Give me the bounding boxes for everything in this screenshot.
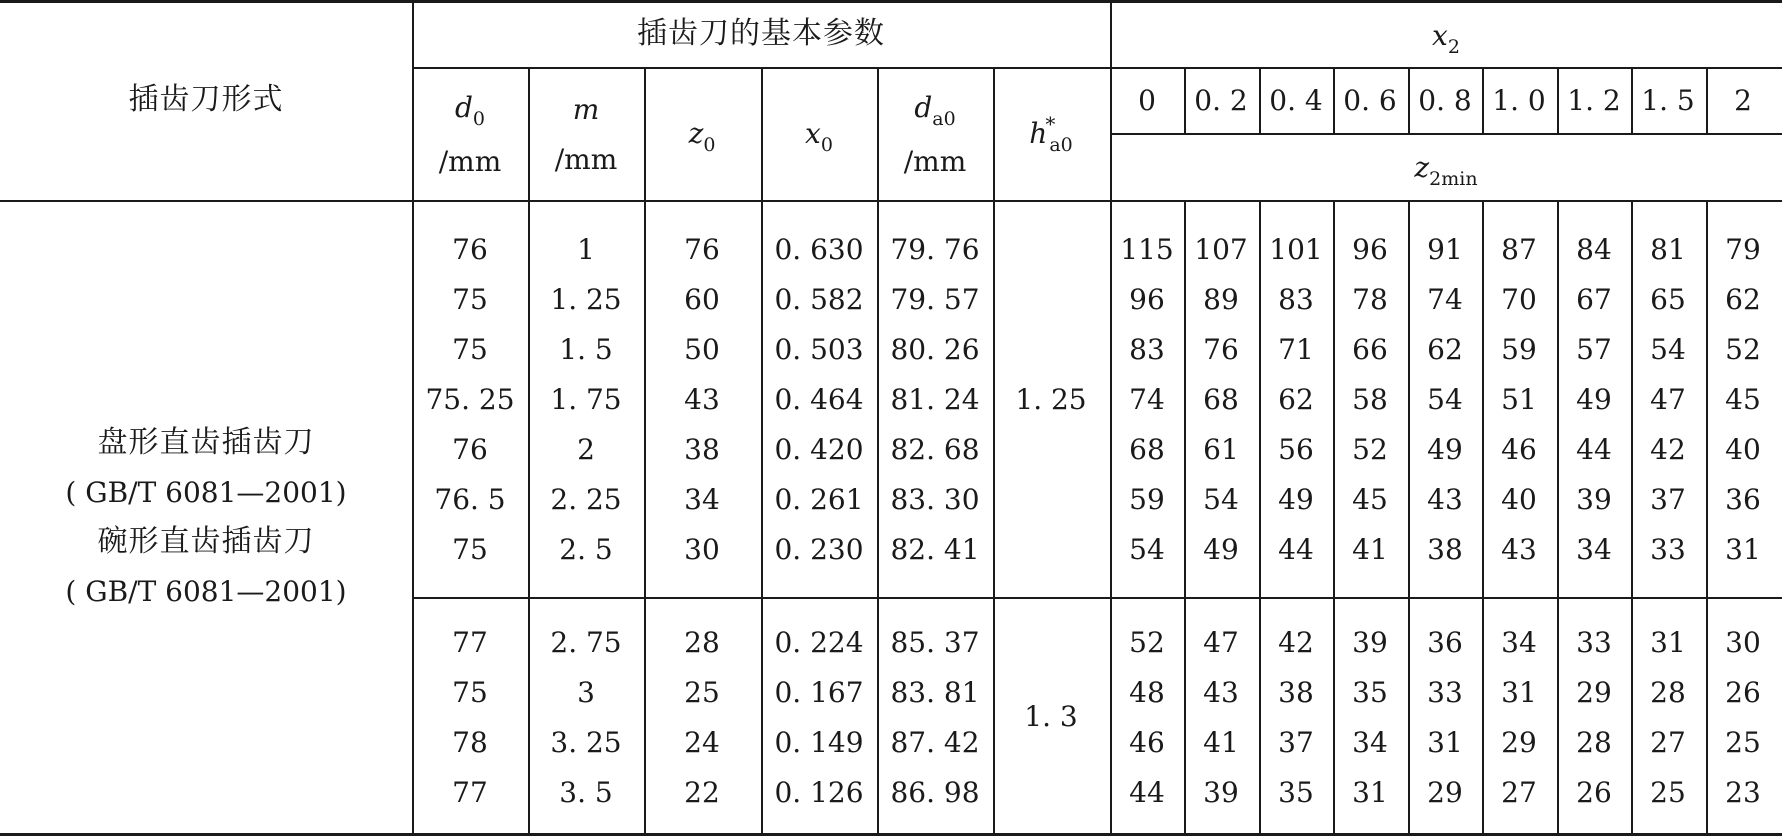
table-cell: 31 [1501, 676, 1537, 709]
table-cell: 37 [1650, 483, 1686, 516]
col-divider [1184, 67, 1186, 134]
table-cell: 49 [1427, 433, 1463, 466]
table-cell: 47 [1650, 383, 1686, 416]
table-cell: 70 [1501, 283, 1537, 316]
table-cell: 54 [1203, 483, 1239, 516]
z2min-column [1352, 225, 1388, 575]
table-cell: 38 [1427, 533, 1463, 566]
z2min-header: $z_{2min}$ [1414, 151, 1478, 190]
table-cell: 80. 26 [890, 333, 980, 366]
table-cell: 76 [684, 233, 720, 266]
table-cell: 29 [1576, 676, 1612, 709]
table-cell: 33 [1576, 626, 1612, 659]
table-cell: 61 [1203, 433, 1239, 466]
z2min-column [1129, 618, 1165, 818]
basic-params-header: 插齿刀的基本参数 [637, 16, 885, 51]
table-cell: 62 [1278, 383, 1314, 416]
table-cell: 29 [1501, 726, 1537, 759]
table-cell: 43 [1427, 483, 1463, 516]
table-cell: 67 [1576, 283, 1612, 316]
table-cell: 1 [577, 233, 595, 266]
top-rule [0, 0, 1782, 3]
table-cell: 31 [1650, 626, 1686, 659]
table-cell: 52 [1352, 433, 1388, 466]
table-cell: 1. 25 [550, 283, 622, 316]
table-cell: 57 [1576, 333, 1612, 366]
table-cell: 28 [684, 626, 720, 659]
table-cell: 0. 149 [774, 726, 864, 759]
table-cell: 41 [1203, 726, 1239, 759]
table-cell: 81. 24 [890, 383, 980, 416]
table-cell: 42 [1278, 626, 1314, 659]
table-cell: 26 [1576, 776, 1612, 809]
group1-data [0, 225, 1782, 575]
x2-value: 1. 0 [1492, 84, 1546, 117]
table-cell: 87. 42 [890, 726, 980, 759]
table-cell: 30 [684, 533, 720, 566]
table-cell: 42 [1650, 433, 1686, 466]
table-cell: 39 [1203, 776, 1239, 809]
table-cell: 3 [577, 676, 595, 709]
table-cell: 82. 41 [890, 533, 980, 566]
table-cell: 0. 503 [774, 333, 864, 366]
table-cell: 68 [1203, 383, 1239, 416]
col-divider [1408, 67, 1410, 134]
table-cell: 52 [1129, 626, 1165, 659]
table-cell: 26 [1725, 676, 1761, 709]
table-cell: 39 [1576, 483, 1612, 516]
z2min-column [1203, 618, 1239, 818]
table-cell: 49 [1203, 533, 1239, 566]
table-cell: 2. 5 [559, 533, 613, 566]
d0-column [452, 618, 488, 818]
table-cell: 76. 5 [434, 483, 506, 516]
z2min-column [1725, 618, 1761, 818]
z0-header: $z_0$ [688, 117, 716, 156]
z2min-column [1427, 618, 1463, 818]
cutter-type-bowl: 碗形直齿插齿刀 [97, 524, 315, 559]
table-cell: 28 [1650, 676, 1686, 709]
d0-column [425, 225, 514, 575]
table-cell: 31 [1725, 533, 1761, 566]
table-cell: 75 [452, 283, 488, 316]
table-cell: 79 [1725, 233, 1761, 266]
col-divider [1631, 67, 1633, 134]
table-cell: 1. 5 [559, 333, 613, 366]
table-cell: 83. 81 [890, 676, 980, 709]
table-cell: 0. 230 [774, 533, 864, 566]
table-cell: 79. 57 [890, 283, 980, 316]
table-cell: 46 [1129, 726, 1165, 759]
table-cell: 29 [1427, 776, 1463, 809]
table-cell: 51 [1501, 383, 1537, 416]
z2min-column [1269, 225, 1322, 575]
z2min-column [1501, 618, 1537, 818]
table-cell: 36 [1427, 626, 1463, 659]
table-cell: 46 [1501, 433, 1537, 466]
x2-value: 1. 5 [1641, 84, 1695, 117]
table-cell: 1. 75 [550, 383, 622, 416]
table-cell: 87 [1501, 233, 1537, 266]
ha0-value-group2: 1. 3 [1024, 700, 1078, 733]
table-cell: 34 [1576, 533, 1612, 566]
table-cell: 40 [1501, 483, 1537, 516]
table-cell: 85. 37 [890, 626, 980, 659]
table-cell: 34 [1501, 626, 1537, 659]
table-cell: 35 [1352, 676, 1388, 709]
table-cell: 36 [1725, 483, 1761, 516]
table-cell: 3. 25 [550, 726, 622, 759]
table-cell: 24 [684, 726, 720, 759]
table-cell: 30 [1725, 626, 1761, 659]
table-cell: 76 [1203, 333, 1239, 366]
x2-value: 2 [1734, 84, 1752, 117]
header-bottom-rule [0, 200, 1782, 202]
table-cell: 34 [1352, 726, 1388, 759]
d0-unit: /mm [438, 145, 502, 178]
table-cell: 54 [1650, 333, 1686, 366]
x2-value: 0. 6 [1343, 84, 1397, 117]
table-cell: 115 [1120, 233, 1174, 266]
table-cell: 77 [452, 626, 488, 659]
z0-column [684, 225, 720, 575]
col-divider [1259, 67, 1261, 134]
table-cell: 48 [1129, 676, 1165, 709]
table-cell: 44 [1278, 533, 1314, 566]
table-cell: 74 [1129, 383, 1165, 416]
x2-value: 0 [1138, 84, 1156, 117]
table-cell: 75 [452, 676, 488, 709]
table-cell: 78 [452, 726, 488, 759]
table-cell: 45 [1725, 383, 1761, 416]
table-cell: 39 [1352, 626, 1388, 659]
table-cell: 38 [1278, 676, 1314, 709]
table-cell: 44 [1129, 776, 1165, 809]
table-cell: 27 [1501, 776, 1537, 809]
table-cell: 50 [684, 333, 720, 366]
x2-value: 0. 2 [1194, 84, 1248, 117]
table-cell: 83 [1278, 283, 1314, 316]
table-cell: 43 [1203, 676, 1239, 709]
table-cell: 31 [1427, 726, 1463, 759]
table-cell: 43 [1501, 533, 1537, 566]
z2min-column [1120, 225, 1173, 575]
z2min-column [1576, 618, 1612, 818]
table-cell: 47 [1203, 626, 1239, 659]
table-cell: 91 [1427, 233, 1463, 266]
table-cell: 33 [1427, 676, 1463, 709]
table-cell: 79. 76 [890, 233, 980, 266]
table-cell: 84 [1576, 233, 1612, 266]
table-cell: 65 [1650, 283, 1686, 316]
table-cell: 34 [684, 483, 720, 516]
table-cell: 38 [684, 433, 720, 466]
table-cell: 25 [1650, 776, 1686, 809]
cutter-type-disc: 盘形直齿插齿刀 [97, 425, 315, 460]
ha0-value-group1: 1. 25 [1015, 383, 1087, 416]
table-cell: 0. 261 [774, 483, 864, 516]
table-cell: 49 [1278, 483, 1314, 516]
table-cell: 49 [1576, 383, 1612, 416]
z0-column [684, 618, 720, 818]
table-cell: 31 [1352, 776, 1388, 809]
table-cell: 77 [452, 776, 488, 809]
table-cell: 2. 25 [550, 483, 622, 516]
d0-header: $d_0$ [454, 91, 486, 130]
x2-value: 1. 2 [1567, 84, 1621, 117]
da0-unit: /mm [903, 145, 967, 178]
table-cell: 76 [452, 233, 488, 266]
z2min-column [1650, 225, 1686, 575]
table-cell: 74 [1427, 283, 1463, 316]
table-cell: 43 [684, 383, 720, 416]
table-cell: 0. 582 [774, 283, 864, 316]
table-cell: 62 [1725, 283, 1761, 316]
table-cell: 59 [1129, 483, 1165, 516]
table-cell: 40 [1725, 433, 1761, 466]
z2min-column [1725, 225, 1761, 575]
table-cell: 2. 75 [550, 626, 622, 659]
cutter-type-standard: ( GB/T 6081—2001) [65, 476, 347, 509]
group-divider [412, 597, 1782, 599]
z2min-column [1278, 618, 1314, 818]
da0-column [890, 618, 979, 818]
da0-column [890, 225, 979, 575]
table-cell: 82. 68 [890, 433, 980, 466]
x2-value: 0. 8 [1418, 84, 1472, 117]
table-cell: 54 [1427, 383, 1463, 416]
ha0-header: $h^*_{a0}$ [1029, 112, 1073, 156]
da0-header: $d_{a0}$ [914, 91, 956, 130]
x0-column [774, 225, 863, 575]
table-cell: 41 [1352, 533, 1388, 566]
table-cell: 83. 30 [890, 483, 980, 516]
table-cell: 3. 5 [559, 776, 613, 809]
table-cell: 68 [1129, 433, 1165, 466]
table-cell: 23 [1725, 776, 1761, 809]
z2min-column [1194, 225, 1247, 575]
table-cell: 0. 464 [774, 383, 864, 416]
table-cell: 44 [1576, 433, 1612, 466]
x2-value: 0. 4 [1269, 84, 1323, 117]
table-cell: 0. 420 [774, 433, 864, 466]
col-divider [1557, 67, 1559, 134]
table-cell: 56 [1278, 433, 1314, 466]
header-divider-params [412, 67, 1782, 69]
table-cell: 60 [684, 283, 720, 316]
table-cell: 83 [1129, 333, 1165, 366]
table-cell: 0. 126 [774, 776, 864, 809]
table-cell: 0. 630 [774, 233, 864, 266]
table-cell: 107 [1194, 233, 1248, 266]
table-cell: 66 [1352, 333, 1388, 366]
table-cell: 71 [1278, 333, 1314, 366]
z2min-column [1650, 618, 1686, 818]
table-cell: 96 [1129, 283, 1165, 316]
table-cell: 75. 25 [425, 383, 515, 416]
table-cell: 0. 167 [774, 676, 864, 709]
x2-header: $x_2$ [1432, 19, 1460, 58]
table-cell: 58 [1352, 383, 1388, 416]
table-cell: 25 [684, 676, 720, 709]
m-column [550, 618, 621, 818]
table-cell: 22 [684, 776, 720, 809]
table-cell: 75 [452, 333, 488, 366]
cutter-form-header: 插齿刀形式 [128, 82, 284, 117]
table-cell: 52 [1725, 333, 1761, 366]
table-cell: 33 [1650, 533, 1686, 566]
table-cell: 75 [452, 533, 488, 566]
table-cell: 25 [1725, 726, 1761, 759]
table-cell: 0. 224 [774, 626, 864, 659]
table-cell: 96 [1352, 233, 1388, 266]
table-cell: 37 [1278, 726, 1314, 759]
m-unit: /mm [554, 143, 618, 176]
table-cell: 78 [1352, 283, 1388, 316]
cutter-type-standard: ( GB/T 6081—2001) [65, 575, 347, 608]
col-divider [1482, 67, 1484, 134]
table-cell: 62 [1427, 333, 1463, 366]
table-cell: 45 [1352, 483, 1388, 516]
table-cell: 76 [452, 433, 488, 466]
table-cell: 59 [1501, 333, 1537, 366]
table-cell: 35 [1278, 776, 1314, 809]
m-column [550, 225, 621, 575]
x0-header: $x_0$ [805, 117, 833, 156]
m-header: m [572, 93, 600, 126]
z2min-column [1427, 225, 1463, 575]
z2min-column [1352, 618, 1388, 818]
table-cell: 2 [577, 433, 595, 466]
header-divider-x2 [1110, 133, 1782, 135]
z2min-column [1501, 225, 1537, 575]
col-divider [1706, 67, 1708, 134]
table-cell: 54 [1129, 533, 1165, 566]
group2-data [0, 618, 1782, 818]
table-cell: 89 [1203, 283, 1239, 316]
z2min-column [1576, 225, 1612, 575]
table-cell: 28 [1576, 726, 1612, 759]
col-divider [1333, 67, 1335, 134]
table-cell: 86. 98 [890, 776, 980, 809]
table-cell: 81 [1650, 233, 1686, 266]
table-cell: 27 [1650, 726, 1686, 759]
table-cell: 101 [1269, 233, 1323, 266]
x0-column [774, 618, 863, 818]
